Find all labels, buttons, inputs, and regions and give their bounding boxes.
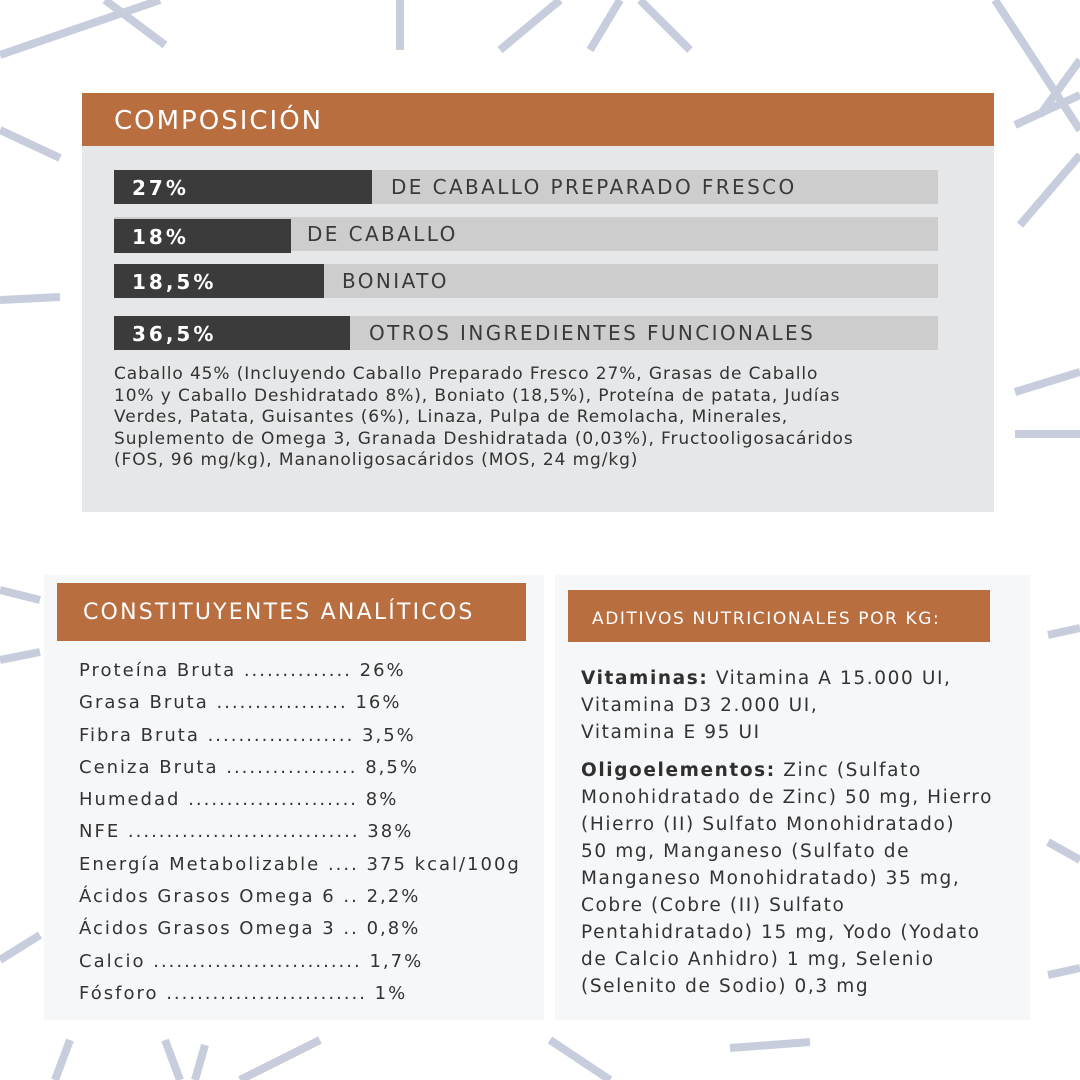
additives-panel xyxy=(555,575,1030,1020)
trace-line: (Hierro (II) Sulfato Monohidratado) xyxy=(581,814,956,835)
bar-percent: 36,5% xyxy=(114,316,350,350)
analytical-row: NFE .............................. 38% xyxy=(79,821,414,843)
trace-line: (Selenito de Sodio) 0,3 mg xyxy=(581,976,870,997)
bar-percent: 18,5% xyxy=(114,264,324,298)
bar-label: DE CABALLO xyxy=(307,222,458,246)
vitamins-line: Vitamina E 95 UI xyxy=(581,722,761,743)
analytical-row: Fósforo .......................... 1% xyxy=(79,982,408,1004)
description-line: Caballo 45% (Incluyendo Caballo Preparado Fresco 27%, Grasas de Caballo xyxy=(114,364,819,384)
additives-header xyxy=(568,590,990,642)
analytical-row: Grasa Bruta ................. 16% xyxy=(79,692,402,714)
bar-label: DE CABALLO PREPARADO FRESCO xyxy=(391,175,797,199)
description-line: 10% y Caballo Deshidratado 8%), Boniato (18,5%), Proteína de patata, Judías xyxy=(114,385,841,406)
composition-bar-sweet-potato xyxy=(114,264,938,298)
trace-line: 50 mg, Manganeso (Sulfato de xyxy=(581,841,911,862)
bar-percent: 18% xyxy=(114,219,291,253)
composition-panel xyxy=(82,93,994,512)
trace-elements-label: Oligoelementos: xyxy=(581,760,776,781)
analytical-row: Energía Metabolizable .... 375 kcal/100g xyxy=(79,853,521,875)
composition-bar-horse xyxy=(114,217,938,251)
trace-line: de Calcio Anhidro) 1 mg, Selenio xyxy=(581,949,935,970)
additives-title: ADITIVOS NUTRICIONALES POR KG: xyxy=(592,609,941,629)
composition-header xyxy=(82,93,994,146)
trace-line: Cobre (Cobre (II) Sulfato xyxy=(581,895,846,916)
composition-bar-functional xyxy=(114,316,938,350)
vitamins-line: Vitamina D3 2.000 UI, xyxy=(581,695,819,716)
trace-line: Zinc (Sulfato xyxy=(775,760,922,781)
analytical-title: CONSTITUYENTES ANALÍTICOS xyxy=(83,600,475,625)
vitamins-label: Vitaminas: xyxy=(581,668,709,689)
composition-title: COMPOSICIÓN xyxy=(114,106,324,136)
analytical-list xyxy=(79,655,521,1010)
composition-description xyxy=(114,364,944,472)
bar-label: BONIATO xyxy=(342,269,449,293)
analytical-row: Calcio ........................... 1,7% xyxy=(79,950,424,972)
bar-percent: 27% xyxy=(114,170,372,204)
description-line: Suplemento de Omega 3, Granada Deshidratada (0,03%), Fructooligosacáridos xyxy=(114,428,854,449)
trace-line: Monohidratado de Zinc) 50 mg, Hierro xyxy=(581,787,993,808)
analytical-row: Fibra Bruta ................... 3,5% xyxy=(79,724,416,746)
analytical-row: Humedad ...................... 8% xyxy=(79,789,399,811)
analytical-panel xyxy=(44,575,544,1020)
analytical-row: Proteína Bruta .............. 26% xyxy=(79,660,406,681)
description-line: (FOS, 96 mg/kg), Mananoligosacáridos (MOS, 24 mg/kg) xyxy=(114,450,639,470)
trace-line: Manganeso Monohidratado) 35 mg, xyxy=(581,868,961,889)
vitamins-paragraph xyxy=(581,665,952,746)
bar-label: OTROS INGREDIENTES FUNCIONALES xyxy=(369,321,816,345)
trace-elements-paragraph xyxy=(581,757,993,1000)
analytical-row: Ceniza Bruta ................. 8,5% xyxy=(79,756,419,778)
analytical-header xyxy=(57,583,526,641)
analytical-row: Ácidos Grasos Omega 3 .. 0,8% xyxy=(79,918,421,940)
composition-bar-fresh-horse xyxy=(114,170,938,204)
trace-line: Pentahidratado) 15 mg, Yodo (Yodato xyxy=(581,922,981,943)
vitamins-line: Vitamina A 15.000 UI, xyxy=(708,668,952,689)
analytical-row: Ácidos Grasos Omega 6 .. 2,2% xyxy=(79,886,421,908)
description-line: Verdes, Patata, Guisantes (6%), Linaza, Pulpa de Remolacha, Minerales, xyxy=(114,407,789,427)
